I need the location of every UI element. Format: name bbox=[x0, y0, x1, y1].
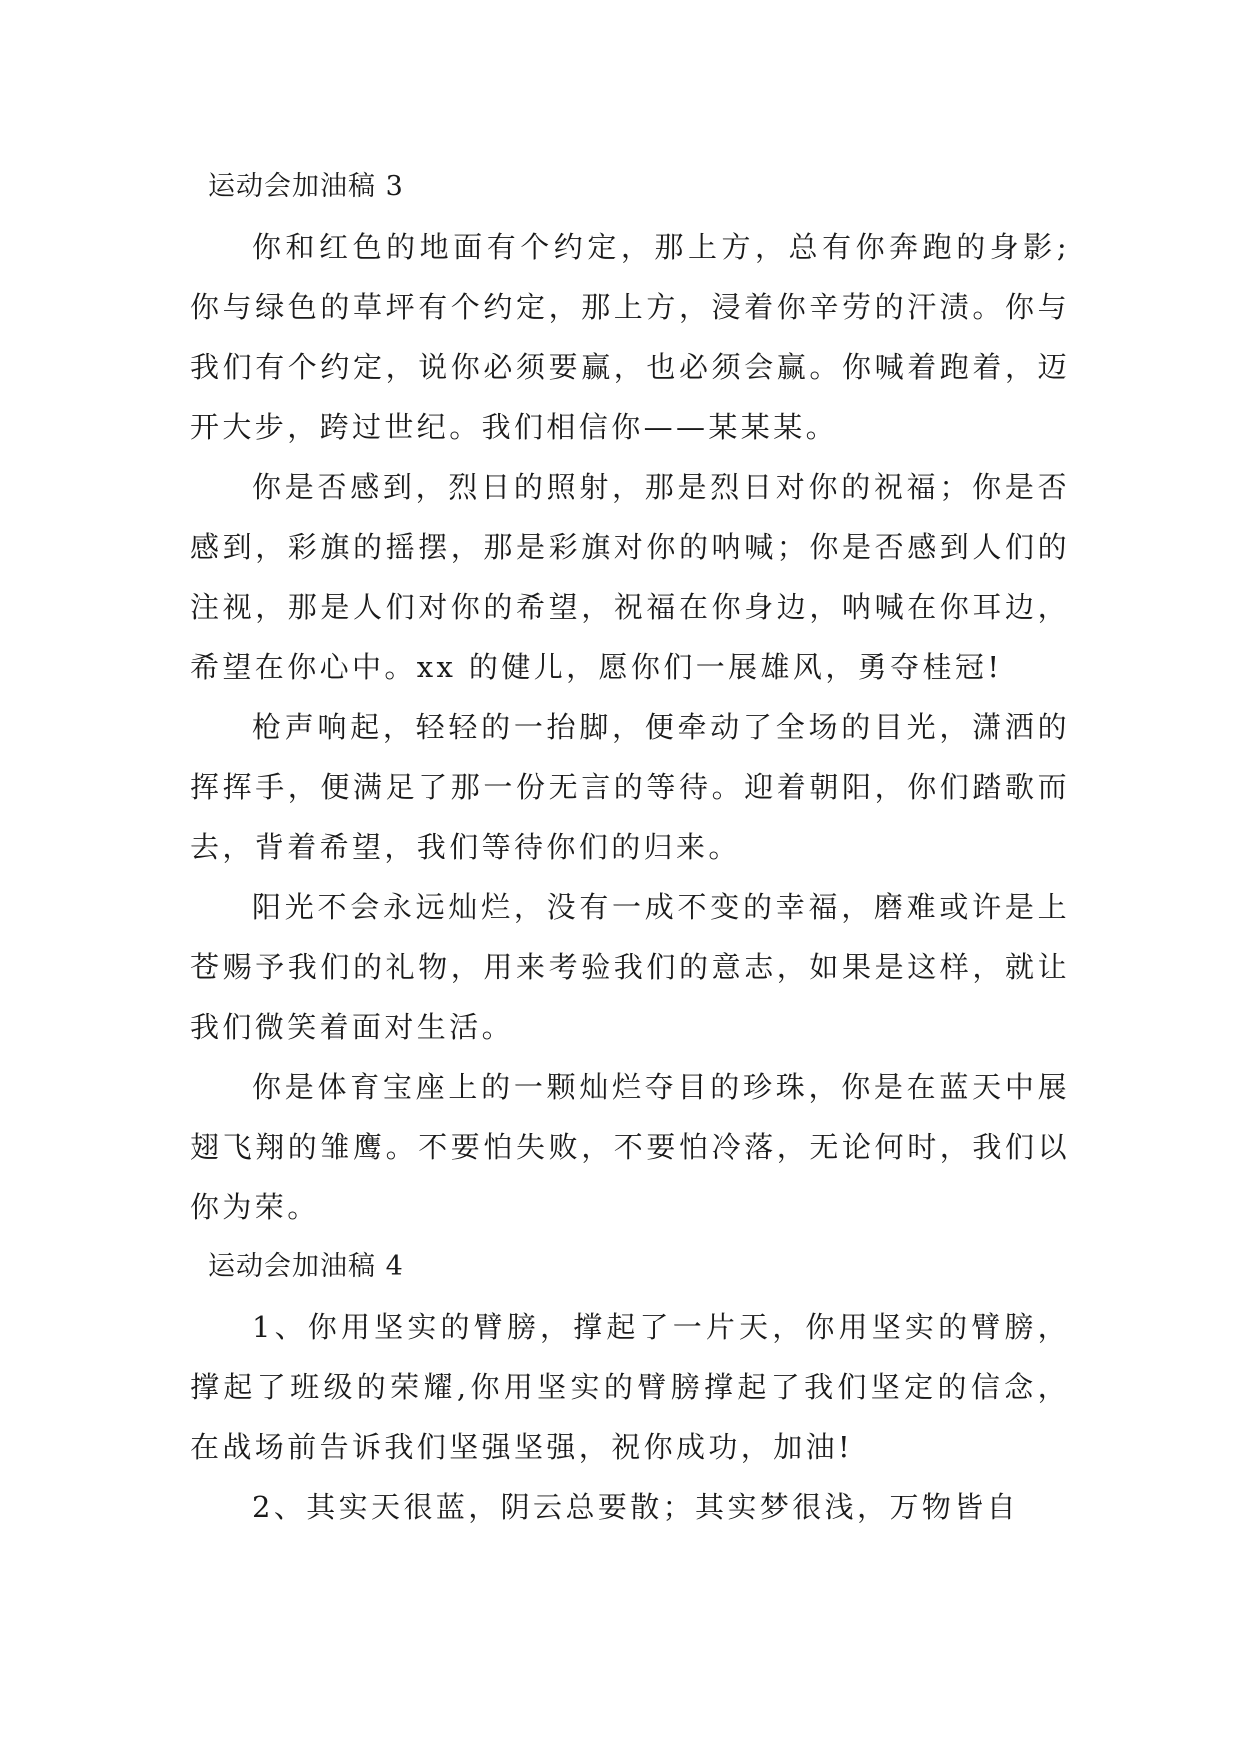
paragraph: 1、你用坚实的臂膀，撑起了一片天，你用坚实的臂膀，撑起了班级的荣耀,你用坚实的臂膀撑起了我们坚定的信念，在战场前告诉我们坚强坚强，祝你成功，加油! bbox=[190, 1310, 1070, 1464]
paragraph: 阳光不会永远灿烂，没有一成不变的幸福，磨难或许是上苍赐予我们的礼物，用来考验我们的意志，如果是这样，就让我们微笑着面对生活。 bbox=[190, 890, 1070, 1044]
paragraph: 2、其实天很蓝，阴云总要散；其实梦很浅，万物皆自 bbox=[252, 1490, 1020, 1524]
paragraph: 枪声响起，轻轻的一抬脚，便牵动了全场的目光，潇洒的挥挥手，便满足了那一份无言的等待。迎着朝阳，你们踏歌而去，背着希望，我们等待你们的归来。 bbox=[190, 710, 1070, 864]
document-body bbox=[190, 157, 1070, 1537]
section-title: 运动会加油稿 4 bbox=[208, 1251, 404, 1282]
paragraph: 你是体育宝座上的一颗灿烂夺目的珍珠，你是在蓝天中展翅飞翔的雏鹰。不要怕失败，不要怕冷落，无论何时，我们以你为荣。 bbox=[190, 1070, 1070, 1224]
paragraph: 你和红色的地面有个约定，那上方，总有你奔跑的身影;你与绿色的草坪有个约定，那上方，浸着你辛劳的汗渍。你与我们有个约定，说你必须要赢，也必须会赢。你喊着跑着，迈开大步，跨过世纪。我们相信你——某某某。 bbox=[190, 230, 1070, 444]
paragraph: 你是否感到，烈日的照射，那是烈日对你的祝福；你是否感到，彩旗的摇摆，那是彩旗对你的呐喊；你是否感到人们的注视，那是人们对你的希望，祝福在你身边，呐喊在你耳边，希望在你心中。xx 的健儿，愿你们一展雄风，勇夺桂冠! bbox=[190, 470, 1070, 684]
section-title: 运动会加油稿 3 bbox=[208, 171, 404, 202]
